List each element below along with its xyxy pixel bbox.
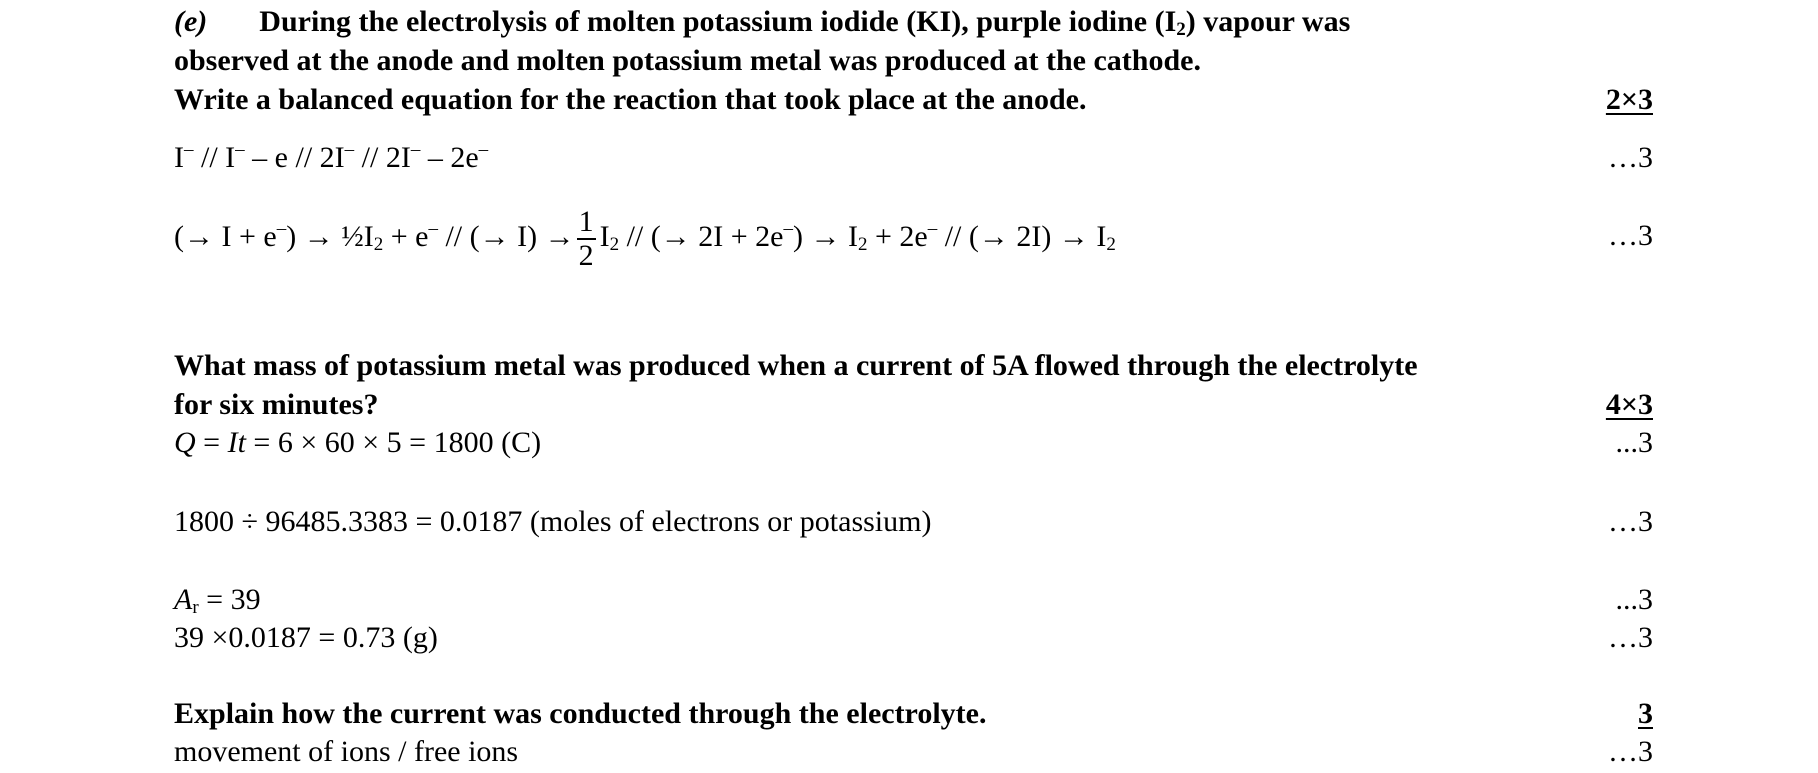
half-fraction: $\frac{1}{2}$	[578, 205, 594, 273]
relative-atomic-mass: $A_r = 39$	[174, 583, 261, 618]
part-label: (e)	[174, 5, 208, 38]
anode-answer-electrons: I– // I– – e // 2I– // 2I– – 2e–	[174, 139, 489, 174]
mass-calculation-mark: …3	[1608, 621, 1653, 654]
question-e-total-mark: 2×3	[1605, 83, 1653, 116]
question-conduction-total-mark: 3	[1638, 697, 1653, 730]
question-conduction: Explain how the current was conducted through the electrolyte.	[174, 697, 987, 730]
moles-calculation-mark: …3	[1608, 505, 1653, 538]
anode-answer-products-mark: …3	[1608, 219, 1653, 252]
conduction-answer-mark: …3	[1608, 735, 1653, 768]
question-e-line-3: Write a balanced equation for the reaction that took place at the anode.	[174, 83, 1087, 116]
charge-calculation-mark: ...3	[1615, 426, 1653, 459]
mass-calculation: 39 ×0.0187 = 0.73 (g)	[174, 621, 438, 654]
moles-calculation: 1800 ÷ 96485.3383 = 0.0187 (moles of electrons or potassium)	[174, 505, 932, 538]
anode-answer-products: (→ $I + e^-) \to \frac{1}{2}I_2 + e^-$ // (→ I) → $\frac{1}{2}$ $I_2$ // (→ $2I + 2e^-) \to I_2 + 2e^-$ // (→ $2I) \to I_2$	[174, 205, 1116, 273]
question-mass-line-1: What mass of potassium metal was produced when a current of 5A flowed through the electrolyte	[174, 349, 1418, 382]
question-mass-line-2: for six minutes?	[174, 388, 379, 421]
question-e-line-2: observed at the anode and molten potassium metal was produced at the cathode.	[174, 44, 1201, 77]
question-e-line-1: (e) During the electrolysis of molten potassium iodide (KI), purple iodine $(I_2)$ vapour was	[174, 5, 1351, 40]
charge-calculation: Q = It = 6 × 60 × 5 = 1800 (C)	[174, 426, 542, 459]
anode-answer-electrons-mark: …3	[1608, 141, 1653, 174]
question-mass-total-mark: 4×3	[1605, 388, 1653, 421]
conduction-answer: movement of ions / free ions	[174, 735, 519, 768]
relative-atomic-mass-mark: ...3	[1615, 583, 1653, 616]
